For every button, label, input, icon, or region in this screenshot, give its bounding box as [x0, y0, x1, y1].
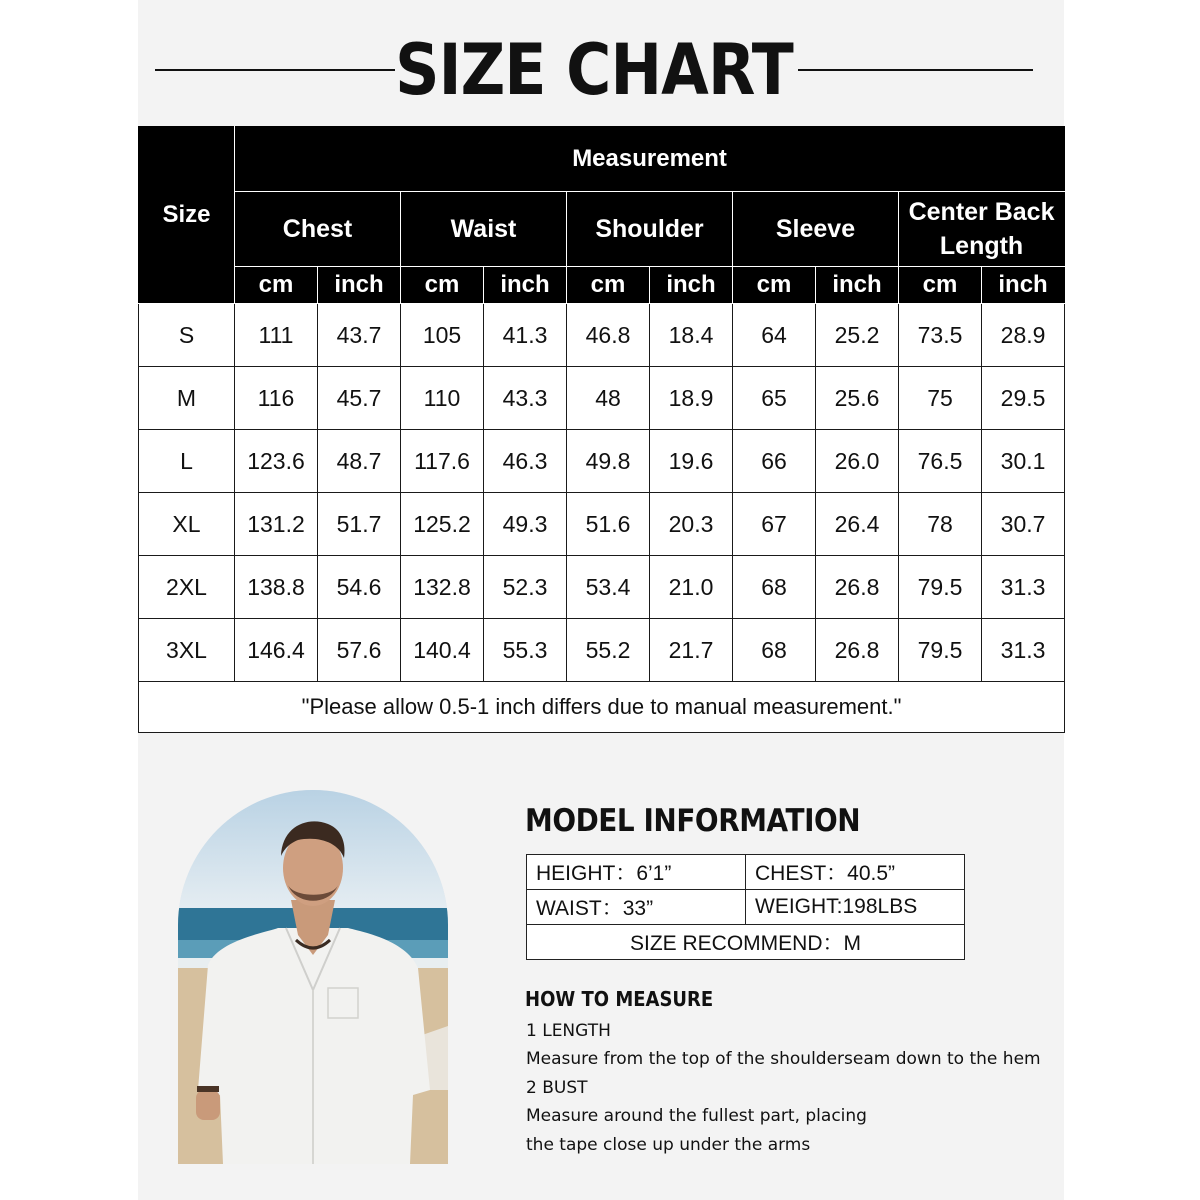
measurement-cell: 65	[733, 367, 816, 430]
measurement-cell: 21.7	[650, 619, 733, 682]
measurement-cell: 28.9	[982, 304, 1065, 367]
size-cell: M	[139, 367, 235, 430]
measurement-cell: 51.7	[318, 493, 401, 556]
measurement-cell: 132.8	[401, 556, 484, 619]
measurement-cell: 79.5	[899, 556, 982, 619]
how-to-measure-title: HOW TO MEASURE	[525, 987, 714, 1011]
table-row	[139, 430, 1065, 493]
measurement-cell: 79.5	[899, 619, 982, 682]
measurement-header: Measurement	[235, 127, 1065, 192]
size-cell: 2XL	[139, 556, 235, 619]
unit-header: inch	[816, 267, 899, 304]
measurement-cell: 131.2	[235, 493, 318, 556]
measurement-cell: 67	[733, 493, 816, 556]
measurement-cell: 30.7	[982, 493, 1065, 556]
measurement-cell: 68	[733, 619, 816, 682]
unit-header: cm	[733, 267, 816, 304]
model-weight: WEIGHT:198LBS	[746, 890, 965, 925]
size-cell: S	[139, 304, 235, 367]
measurement-cell: 123.6	[235, 430, 318, 493]
unit-header: cm	[567, 267, 650, 304]
title-row	[155, 28, 1033, 112]
unit-header: cm	[401, 267, 484, 304]
unit-header: inch	[650, 267, 733, 304]
measurement-cell: 25.2	[816, 304, 899, 367]
measurement-cell: 140.4	[401, 619, 484, 682]
model-info-title: MODEL INFORMATION	[525, 803, 861, 839]
measurement-cell: 55.2	[567, 619, 650, 682]
unit-header: inch	[982, 267, 1065, 304]
size-chart-table	[138, 126, 1065, 733]
table-row	[139, 619, 1065, 682]
measurement-cell: 48.7	[318, 430, 401, 493]
group-header-center-back-length: Center Back Length	[899, 192, 1065, 267]
group-header-chest: Chest	[235, 192, 401, 267]
group-header-sleeve: Sleeve	[733, 192, 899, 267]
measurement-cell: 30.1	[982, 430, 1065, 493]
measurement-cell: 75	[899, 367, 982, 430]
unit-header: cm	[899, 267, 982, 304]
size-cell: L	[139, 430, 235, 493]
measurement-cell: 138.8	[235, 556, 318, 619]
measurement-cell: 78	[899, 493, 982, 556]
group-header-waist: Waist	[401, 192, 567, 267]
measurement-cell: 43.7	[318, 304, 401, 367]
measurement-cell: 29.5	[982, 367, 1065, 430]
measurement-cell: 20.3	[650, 493, 733, 556]
bust-label: 2 BUST	[526, 1078, 588, 1098]
measurement-cell: 53.4	[567, 556, 650, 619]
measurement-cell: 46.3	[484, 430, 567, 493]
unit-header: inch	[318, 267, 401, 304]
measurement-cell: 55.3	[484, 619, 567, 682]
group-header-shoulder: Shoulder	[567, 192, 733, 267]
size-header: Size	[139, 127, 235, 304]
measurement-cell: 110	[401, 367, 484, 430]
model-info-table	[526, 854, 965, 960]
table-row	[139, 556, 1065, 619]
table-row	[139, 367, 1065, 430]
measurement-cell: 46.8	[567, 304, 650, 367]
size-cell: 3XL	[139, 619, 235, 682]
measurement-cell: 105	[401, 304, 484, 367]
measurement-cell: 57.6	[318, 619, 401, 682]
model-photo-illustration	[178, 790, 448, 1164]
length-label: 1 LENGTH	[526, 1021, 611, 1041]
measurement-cell: 49.3	[484, 493, 567, 556]
measurement-cell: 52.3	[484, 556, 567, 619]
model-photo	[178, 790, 448, 1164]
unit-header: cm	[235, 267, 318, 304]
length-instructions: Measure from the top of the shoulderseam down to the hem	[526, 1049, 1041, 1069]
measurement-cell: 146.4	[235, 619, 318, 682]
measurement-cell: 54.6	[318, 556, 401, 619]
measurement-cell: 31.3	[982, 619, 1065, 682]
measurement-cell: 76.5	[899, 430, 982, 493]
measurement-cell: 26.8	[816, 619, 899, 682]
measurement-cell: 117.6	[401, 430, 484, 493]
model-height: HEIGHT：6’1”	[527, 855, 746, 890]
measurement-note: "Please allow 0.5-1 inch differs due to manual measurement."	[139, 682, 1065, 733]
bust-instructions-line-1: Measure around the fullest part, placing	[526, 1106, 867, 1126]
model-size-recommend: SIZE RECOMMEND：M	[527, 925, 965, 960]
title-rule-right	[798, 69, 1033, 71]
measurement-cell: 25.6	[816, 367, 899, 430]
measurement-cell: 116	[235, 367, 318, 430]
measurement-cell: 19.6	[650, 430, 733, 493]
measurement-cell: 18.4	[650, 304, 733, 367]
measurement-cell: 26.4	[816, 493, 899, 556]
measurement-cell: 111	[235, 304, 318, 367]
measurement-cell: 125.2	[401, 493, 484, 556]
table-row	[139, 493, 1065, 556]
bust-instructions-line-2: the tape close up under the arms	[526, 1135, 811, 1155]
measurement-cell: 26.8	[816, 556, 899, 619]
measurement-cell: 26.0	[816, 430, 899, 493]
measurement-cell: 43.3	[484, 367, 567, 430]
measurement-cell: 64	[733, 304, 816, 367]
measurement-cell: 51.6	[567, 493, 650, 556]
measurement-cell: 41.3	[484, 304, 567, 367]
unit-header: inch	[484, 267, 567, 304]
table-row	[139, 304, 1065, 367]
measurement-cell: 18.9	[650, 367, 733, 430]
measurement-cell: 31.3	[982, 556, 1065, 619]
measurement-cell: 49.8	[567, 430, 650, 493]
model-chest: CHEST：40.5”	[746, 855, 965, 890]
measurement-cell: 73.5	[899, 304, 982, 367]
page-title: SIZE CHART	[395, 29, 793, 111]
model-waist: WAIST：33”	[527, 890, 746, 925]
measurement-cell: 21.0	[650, 556, 733, 619]
size-cell: XL	[139, 493, 235, 556]
measurement-cell: 68	[733, 556, 816, 619]
measurement-cell: 45.7	[318, 367, 401, 430]
measurement-cell: 66	[733, 430, 816, 493]
measurement-cell: 48	[567, 367, 650, 430]
